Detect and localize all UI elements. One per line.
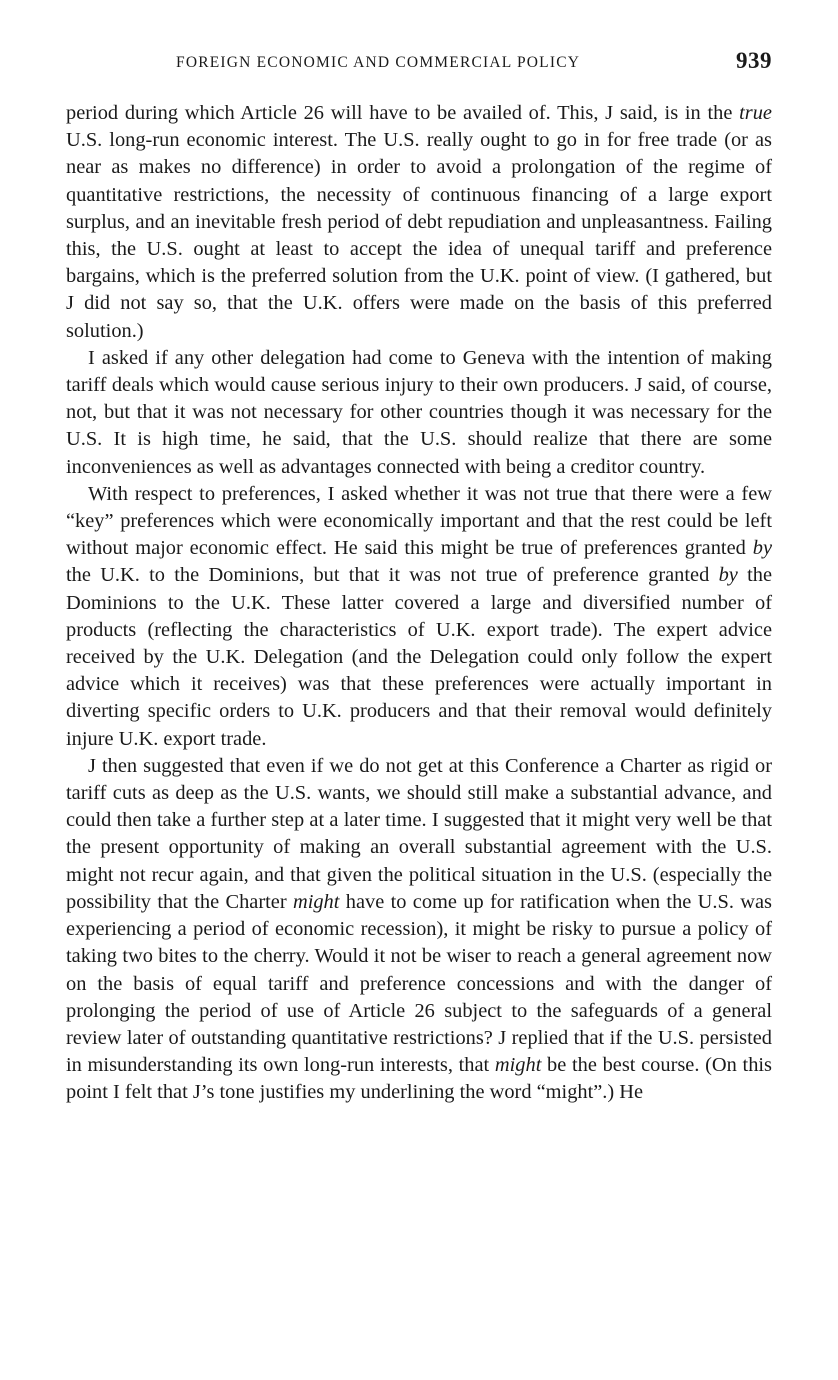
emphasis: by: [752, 537, 772, 560]
paragraph-1: [66, 100, 772, 345]
text-run: be the best course. (On this point I felt that J’s tone justifies my underlining the word “might”.) He: [66, 1054, 772, 1104]
emphasis: might: [494, 1054, 542, 1077]
text-run: the Dominions to the U.K. These latter covered a large and diversified number of products (reflecting the characteristics of U.K. export trade). The expert advice received by the U.K. Delegation (and the Delegation could only follow the expert advice which it receives) was that these preferences were actually important in diverting specific orders to U.K. producers and that their removal would definitely injure U.K. export trade.: [66, 564, 773, 750]
body-text: [66, 100, 772, 1107]
text-run: have to come up for ratification when the U.S. was experiencing a period of economic recession), it might be risky to pursue a policy of taking two bites to the cherry. Would it not be wiser to reach a general agreement now on the basis of equal tariff and preference concessions and with the danger of prolonging the period of use of Article 26 subject to the safeguards of a general review later of outstanding quantitative restrictions? J replied that if the U.S. persisted in misunderstanding its own long-run interests, that: [66, 890, 772, 1077]
text-run: J then suggested that even if we do not get at this Conference a Charter as rigid or tariff cuts as deep as the U.S. wants, we should still make a substantial advance, and could then take a further step at a later time. I suggested that it might very well be that the present opportunity of making an overall substantial agreement with the U.S. might not recur again, and that given the political situation in the U.S. (especially the possibility that the Charter: [66, 754, 772, 913]
paragraph-2: [66, 345, 772, 481]
page-number: 939: [736, 48, 772, 73]
emphasis: true: [739, 102, 772, 124]
document-page: [66, 44, 772, 1107]
emphasis: might: [292, 890, 340, 913]
text-run: With respect to preferences, I asked whether it was not true that there were a few “key” preferences which were economically important and that the rest could be left without major economic effect. He said this might be true of preferences granted: [66, 482, 772, 560]
text-run: U.S. long-run economic interest. The U.S. really ought to go in for free trade (or as near as makes no difference) in order to avoid a prolongation of the regime of quantitative restrictions, the necessity of continuous financing of a large export surplus, and an inevitable fresh period of debt repudiation and unpleasantness. Failing this, the U.S. ought at least to accept the idea of unequal tariff and preference bargains, which is the preferred solution from the U.K. point of view. (I gathered, but J did not say so, that the U.K. offers were made on the basis of this preferred solution.): [66, 129, 772, 342]
text-run: period during which Article 26 will have to be availed of. This, J said, is in the: [66, 102, 740, 124]
text-run: the U.K. to the Dominions, but that it was not true of preference granted: [66, 564, 719, 587]
running-header: [66, 44, 772, 80]
text-run: I asked if any other delegation had come to Geneva with the intention of making tariff deals which would cause serious injury to their own producers. J said, of course, not, but that it was not necessary for other countries though it was necessary for the U.S. It is high time, he said, that the U.S. should realize that there are some inconveniences as well as advantages connected with being a creditor country.: [66, 346, 772, 478]
running-title: FOREIGN ECONOMIC AND COMMERCIAL POLICY: [176, 54, 581, 71]
paragraph-3: [66, 481, 772, 753]
emphasis: by: [718, 564, 738, 587]
paragraph-4: [66, 753, 772, 1107]
